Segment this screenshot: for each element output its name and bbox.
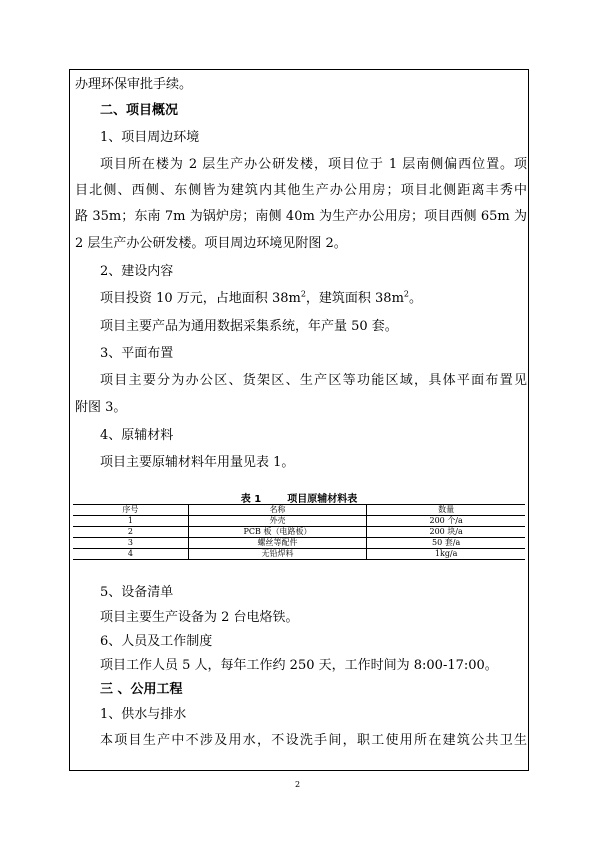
materials-table bbox=[73, 504, 525, 560]
subsection-heading: 2、建设内容 bbox=[100, 264, 174, 279]
paragraph-line: 本项目生产中不涉及用水，不设洗手间，职工使用所在建筑公共卫生 bbox=[100, 733, 527, 748]
paragraph-line bbox=[100, 289, 527, 309]
header-cell: 数量 bbox=[367, 505, 525, 516]
paragraph-line: 路 35m；东南 7m 为锅炉房；南侧 40m 为生产办公用房；项目西侧 65m 为 bbox=[75, 209, 527, 224]
table-cell: 200 块/a bbox=[367, 527, 525, 538]
table-row bbox=[73, 538, 525, 549]
table-cell: 螺丝等配件 bbox=[188, 538, 367, 549]
table-cell: 无铅焊料 bbox=[188, 549, 367, 560]
table-caption bbox=[69, 490, 529, 505]
page-number: 2 bbox=[294, 780, 301, 789]
section-heading: 三 、公用工程 bbox=[100, 682, 183, 697]
table-cell: 2 bbox=[73, 527, 188, 538]
header-cell: 名称 bbox=[188, 505, 367, 516]
header-cell: 序号 bbox=[73, 505, 188, 516]
superscript: 2 bbox=[403, 289, 410, 299]
subsection-heading: 4、原辅材料 bbox=[100, 428, 174, 443]
subsection-heading: 5、设备清单 bbox=[100, 585, 174, 600]
text-fragment: 。 bbox=[409, 291, 423, 306]
table-cell: 1 bbox=[73, 516, 188, 527]
paragraph-line: 项目所在楼为 2 层生产办公研发楼，项目位于 1 层南侧偏西位置。项 bbox=[100, 157, 527, 172]
table-number: 表 1 bbox=[240, 494, 262, 505]
subsection-heading: 1、供水与排水 bbox=[100, 707, 187, 722]
text-fragment: 项目投资 10 万元，占地面积 38m bbox=[100, 291, 301, 306]
text-fragment: ，建筑面积 38m bbox=[305, 291, 404, 306]
table-cell: 1kg/a bbox=[367, 549, 525, 560]
table-row bbox=[73, 516, 525, 527]
table-title: 项目原辅材料表 bbox=[287, 494, 358, 505]
paragraph-line: 项目工作人员 5 人，每年工作约 250 天，工作时间为 8:00-17:00。 bbox=[100, 658, 498, 673]
subsection-heading: 1、项目周边环境 bbox=[100, 130, 200, 145]
table-cell: 200 个/a bbox=[367, 516, 525, 527]
table-cell: 外壳 bbox=[188, 516, 367, 527]
subsection-heading: 6、人员及工作制度 bbox=[100, 634, 213, 649]
subsection-heading: 3、平面布置 bbox=[100, 346, 174, 361]
table-cell: 4 bbox=[73, 549, 188, 560]
table-row bbox=[73, 549, 525, 560]
paragraph-line: 项目主要产品为通用数据采集系统，年产量 50 套。 bbox=[100, 319, 398, 334]
table-row bbox=[73, 527, 525, 538]
paragraph-line: 2 层生产办公研发楼。项目周边环境见附图 2。 bbox=[75, 236, 347, 251]
table-cell: 3 bbox=[73, 538, 188, 549]
table-cell: 50 套/a bbox=[367, 538, 525, 549]
section-heading: 二、项目概况 bbox=[100, 103, 179, 118]
paragraph-line: 项目主要分为办公区、货架区、生产区等功能区域，具体平面布置见 bbox=[100, 373, 527, 388]
paragraph-line: 附图 3。 bbox=[75, 400, 127, 415]
text-line: 办理环保审批手续。 bbox=[75, 77, 193, 92]
superscript: 2 bbox=[300, 289, 306, 299]
table-header-row bbox=[73, 505, 525, 516]
paragraph-line: 项目主要原辅材料年用量见表 1。 bbox=[100, 455, 295, 470]
paragraph-line: 目北侧、西侧、东侧皆为建筑内其他生产办公用房；项目北侧距离丰秀中 bbox=[75, 183, 527, 198]
table-cell: PCB 板（电路板） bbox=[188, 527, 367, 538]
paragraph-line: 项目主要生产设备为 2 台电烙铁。 bbox=[100, 610, 299, 625]
